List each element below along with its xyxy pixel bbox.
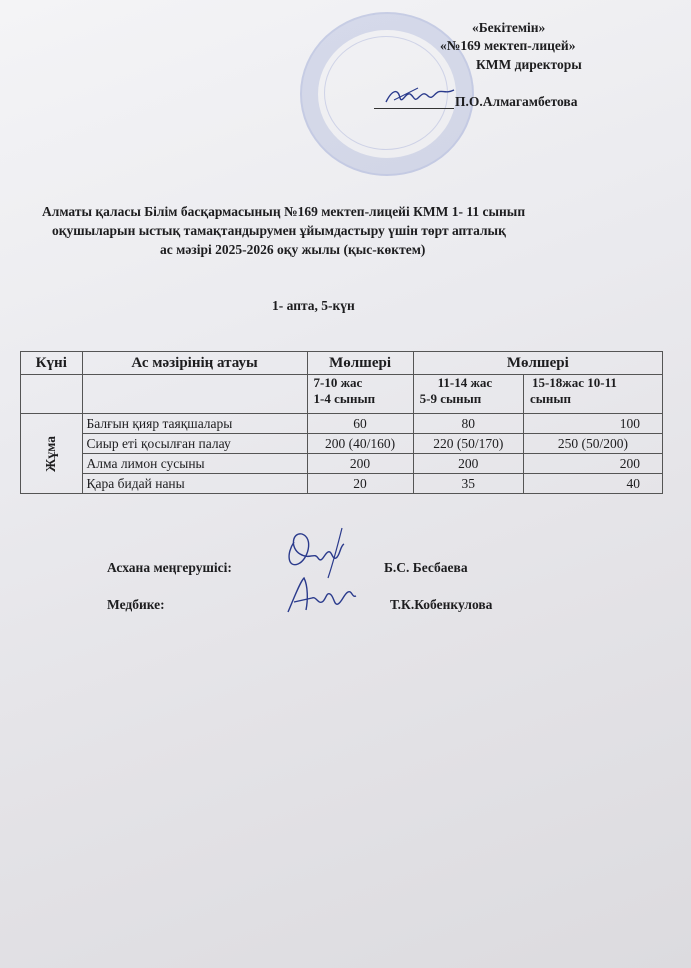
day-name: Жұма — [43, 435, 59, 472]
age-group-3 — [523, 375, 662, 414]
age-group-1 — [307, 375, 413, 414]
age-empty-cell — [21, 375, 83, 414]
dish-name: Сиыр еті қосылған палау — [82, 434, 307, 454]
heading-line-3: ас мәзірі 2025-2026 оқу жылы (қыс-көктем) — [160, 242, 426, 257]
age-group-2 — [413, 375, 523, 414]
header-day: Күні — [21, 352, 83, 375]
heading-line-2: оқушыларын ыстық тамақтандырумен ұйымдастыру үшін төрт апталық — [52, 223, 506, 238]
age-group-1-line-2: 1-4 сынып — [313, 391, 376, 406]
approval-line-1: «Бекітемін» — [472, 20, 546, 35]
age-group-row — [21, 375, 663, 414]
quantity-group-1: 200 — [307, 454, 413, 474]
nurse-role: Медбике: — [107, 597, 165, 612]
quantity-group-1: 200 (40/160) — [307, 434, 413, 454]
table-header-row — [21, 352, 663, 375]
quantity-group-3: 200 — [523, 454, 662, 474]
age-group-2-line-2: 5-9 сынып — [419, 391, 482, 406]
table-row — [21, 434, 663, 454]
quantity-group-1: 60 — [307, 414, 413, 434]
table-row — [21, 414, 663, 434]
dish-name: Алма лимон сусыны — [82, 454, 307, 474]
dish-name: Балғын қияр таяқшалары — [82, 414, 307, 434]
director-name: П.О.Алмагамбетова — [455, 94, 578, 109]
quantity-group-3: 250 (50/200) — [523, 434, 662, 454]
header-quantity-2: Мөлшері — [413, 352, 662, 375]
week-day-subtitle: 1- апта, 5-күн — [272, 298, 355, 313]
cook-role: Асхана меңгерушісі: — [107, 560, 232, 575]
quantity-group-3: 40 — [523, 474, 662, 494]
nurse-name: Т.К.Кобенкулова — [390, 597, 493, 612]
nurse-signature — [282, 572, 358, 618]
director-signature-line — [374, 108, 454, 109]
quantity-group-3: 100 — [523, 414, 662, 434]
approval-line-2: «№169 мектеп-лицей» — [440, 38, 576, 53]
age-empty-cell — [82, 375, 307, 414]
quantity-group-2: 80 — [413, 414, 523, 434]
heading-line-1: Алматы қаласы Білім басқармасының №169 мектеп-лицейі КММ 1- 11 сынып — [42, 204, 526, 219]
table-row — [21, 454, 663, 474]
quantity-group-2: 200 — [413, 454, 523, 474]
age-group-1-line-1: 7-10 жас — [313, 375, 363, 390]
quantity-group-2: 220 (50/170) — [413, 434, 523, 454]
header-dish: Ас мәзірінің атауы — [82, 352, 307, 375]
menu-table — [20, 351, 663, 494]
table-row — [21, 474, 663, 494]
age-group-3-line-1: 15-18жас 10-11 — [531, 375, 617, 390]
director-signature — [384, 84, 458, 108]
quantity-group-2: 35 — [413, 474, 523, 494]
age-group-2-line-1: 11-14 жас — [437, 375, 493, 390]
day-name-cell — [21, 414, 83, 494]
approval-line-3: КММ директоры — [476, 57, 582, 72]
header-quantity-1: Мөлшері — [307, 352, 413, 375]
quantity-group-1: 20 — [307, 474, 413, 494]
cook-name: Б.С. Бесбаева — [384, 560, 468, 575]
dish-name: Қара бидай наны — [82, 474, 307, 494]
age-group-3-line-2: сынып — [529, 391, 572, 406]
